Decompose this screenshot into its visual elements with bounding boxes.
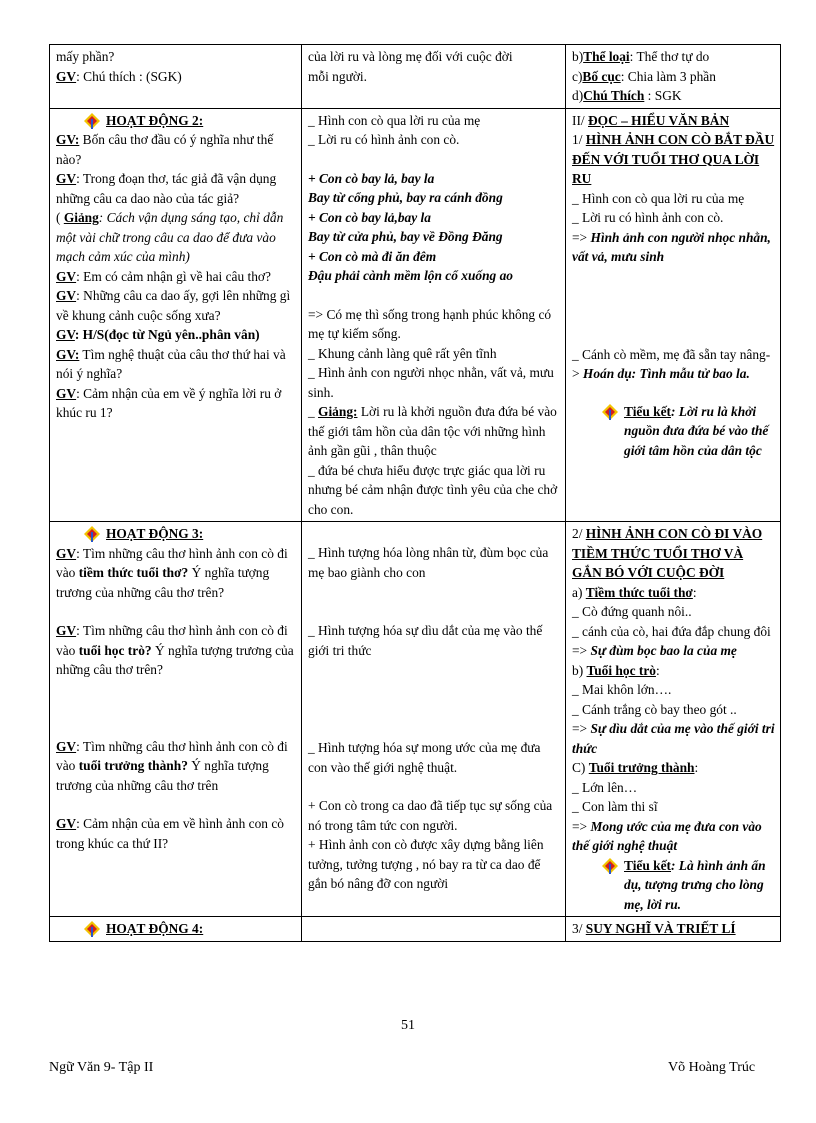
activity-heading: HOẠT ĐỘNG 3: [106,526,204,541]
table-row [50,45,781,109]
text-span: => [572,721,591,736]
teacher-column-cell [50,917,302,942]
text-span: : Em có cảm nhận gì về hai câu thơ? [76,268,271,284]
text-span: tuổi học trò? [78,642,152,658]
subsection-title: Tiềm thức tuổi thơ [585,584,693,600]
text-span: : Những câu ca dao ấy, gợi lên những gì về khung cảnh cuộc sống xưa? [56,288,291,323]
text-line: _ Khung cảnh làng quê rất yên tĩnh [308,345,497,361]
subsection-title: Tuổi trưởng thành [588,760,695,775]
giang-label: Giảng: [318,404,358,419]
text-span: II/ [572,112,588,128]
gv-label: GV [56,288,77,303]
text-line: + Con cò trong ca dao đã tiếp tục sự sống của nó trong tâm tức con người. [308,798,553,833]
gv-label: GV [56,816,77,831]
text-span: b) [572,662,587,678]
gv-label: GV [56,385,77,401]
gv-label: GV [56,171,77,186]
text-span: 1/ [572,132,586,147]
result-text: Hình ảnh con người nhọc nhằn, vất vả, mưu sinh [572,229,771,264]
text-line: _ cánh của cò, hai đứa đắp chung đôi [572,623,771,639]
text-span: : Cảm nhận của em về hình ảnh con cò trong khúc ca thứ II? [56,816,284,851]
summary-block [572,856,776,915]
text-span: : Tìm những câu thơ hình ảnh con cò đi vào [56,545,288,580]
pin-bullet-icon [602,404,618,420]
text-span: Tìm nghệ thuật của câu thơ thứ hai và nói ý nghĩa? [56,346,286,381]
result-text: Hoán dụ: Tình mẫu tử bao la. [582,366,750,381]
text-span: : Tìm những câu thơ hình ảnh con cò đi vào [56,738,288,773]
student-column-cell [302,917,566,942]
text-line: _ Lời ru có hình ảnh con cò. [308,132,460,147]
summary-label: Tiểu kết [624,403,671,419]
text-line: mấy phần? [56,49,115,64]
text-line: _ Hình tượng hóa sự dìu dắt của mẹ vào thế giới tri thức [308,623,543,658]
text-span: : Cảm nhận của em về ý nghĩa lời ru ở khúc ru 1? [56,385,282,420]
gv-label: GV [56,738,77,754]
text-line: + Hình ảnh con cò được xây dựng bằng liên tưởng, tưởng tượng , nó bay ra từ ca dao để gắn bó nâng đỡ con người [308,837,544,891]
text-span: ( [56,210,64,225]
section-title: HÌNH ẢNH CON CÒ ĐI VÀO TIỀM THỨC TUỔI THƠ VÀ GẮN BÓ VỚI CUỘC ĐỜI [572,526,763,580]
text-line: _ đứa bé chưa hiểu được trực giác qua lời ru nhưng bé cảm nhận được tình yêu của che chở cho con. [308,462,558,517]
text-span: d) [572,88,584,103]
gv-label: GV: [56,132,80,147]
text-span: a) [572,584,586,600]
result-text: Sự đùm bọc bao la của mẹ [590,643,737,658]
text-line: _ Hình con cò qua lời ru của mẹ [572,190,745,206]
summary-block [572,402,776,461]
table-row [50,108,781,522]
text-span: c) [572,68,583,84]
teacher-column-cell [50,522,302,917]
text-line: => Có mẹ thì sống trong hạnh phúc không có mẹ tự kiếm sống. [308,306,552,341]
text-span: => [572,818,591,834]
verse-line: Bay từ cổng phủ, bay ra cánh đồng [308,190,503,205]
text-line: _ Cánh trắng cò bay theo gót .. [572,701,737,717]
student-column-cell [302,45,566,109]
text-span: tuổi trưởng thành? [78,758,188,773]
text-line: mỗi người. [308,68,367,84]
table-row [50,917,781,942]
student-column-cell [302,522,566,917]
content-column-cell [566,917,781,942]
text-span: Ý nghĩa tượng trương của những câu thơ trên? [56,565,270,600]
text-span: => [572,229,591,245]
text-span: : SGK [644,88,682,103]
text-span: tiềm thức tuổi thơ? [78,565,189,580]
verse-line: + Con cò bay lả, bay la [308,170,435,186]
footer-right: Võ Hoàng Trúc [668,1060,756,1075]
term-label: Chú Thích [583,88,645,103]
subsection-title: HÌNH ẢNH CON CÒ BẮT ĐẦU ĐẾN VỚI TUỔI THƠ QUA LỜI RU [572,132,775,186]
text-span: _ Cánh cò mềm, mẹ đã sẵn tay nâng-> [572,346,771,381]
pin-bullet-icon [602,858,618,874]
content-column-cell [566,45,781,109]
gv-label: GV [56,327,75,342]
text-span: : Trong đoạn thơ, tác giả đã vận dụng những câu ca dao nào của tác giả? [56,171,277,206]
table-row [50,522,781,917]
section-title: SUY NGHĨ VÀ TRIẾT LÍ [585,921,736,936]
teacher-column-cell [50,45,302,109]
text-line: của lời ru và lòng mẹ đối với cuộc đời [308,49,513,64]
text-line: _ Cò đứng quanh nôi.. [572,604,692,619]
result-text: Sự dìu dắt của mẹ vào thế giới tri thức [572,721,775,756]
text-span: Bốn câu thơ đầu có ý nghĩa như thế nào? [56,132,274,167]
gv-label: GV [56,623,77,638]
text-span: : Thể thơ tự do [629,49,710,64]
giang-label: Giảng [63,210,99,225]
text-span: : Tìm những câu thơ hình ảnh con cò đi vào [56,623,288,658]
text-span: : Cách vận dụng sáng tạo, chỉ dẫn một vài chữ trong câu ca dao để đưa vào mạch cảm xúc của mình) [56,210,284,264]
footer-left: Ngữ Văn 9- Tập II [49,1060,154,1075]
text-span: 3/ [572,921,586,936]
text-span: 2/ [572,526,586,541]
text-line: _ Hình ảnh con người nhọc nhằn, vất vả, mưu sinh. [308,365,554,400]
text-line: _ Con làm thi sĩ [572,799,658,814]
text-span: b) [572,49,584,64]
pin-bullet-icon [84,113,100,129]
summary-text: : Là hình ảnh ẩn dụ, tượng trưng cho lòng mẹ, lời ru. [624,857,766,912]
text-line: _ Hình tượng hóa lòng nhân từ, đùm bọc của mẹ bao giành cho con [308,545,549,580]
text-line: _ Hình con cò qua lời ru của mẹ [308,112,481,128]
teacher-column-cell [50,108,302,522]
pin-bullet-icon [84,526,100,542]
lesson-table [49,44,781,942]
text-span: Ý nghĩa tượng trương của những câu thơ trên? [56,642,294,677]
gv-label: GV: [56,346,80,362]
content-column-cell [566,108,781,522]
activity-heading: HOẠT ĐỘNG 2: [106,112,204,128]
verse-line: Đậu phải cành mềm lộn cổ xuống ao [308,268,513,283]
text-span: => [572,643,591,658]
summary-label: Tiểu kết [624,857,671,873]
summary-text: : Lời ru là khởi nguồn đưa đứa bé vào thế giới tâm hồn của dân tộc [624,403,769,458]
verse-line: + Con cò mà đi ăn đêm [308,248,437,264]
text-span: Ý nghĩa tượng trương của những câu thơ trên [56,758,269,793]
text-span: : Chia làm 3 phần [620,68,716,84]
gv-label: GV [56,545,77,561]
text-span: : Chú thích : (SGK) [76,68,182,84]
text-line: _ Lớn lên… [572,779,638,795]
gv-label: GV [56,68,77,84]
verse-line: + Con cò bay lả,bay la [308,209,431,225]
page-number: 51 [401,1018,415,1033]
verse-line: Bay từ cửa phủ, bay về Đồng Đăng [308,229,503,244]
subsection-title: Tuổi học trò [586,662,656,678]
text-line: _ Lời ru có hình ảnh con cò. [572,210,724,225]
gv-label: GV [56,268,77,284]
section-title: ĐỌC – HIỂU VĂN BẢN [588,112,730,128]
student-column-cell: _ Hình con cò qua lời ru của mẹ _ Lời ru có hình ảnh con cò. + Con cò bay lả, bay la Bay từ cổng phủ, bay ra cánh đồng + Con cò bay lả,bay la Bay từ cửa phủ, bay về Đồng Đăng + Con cò mà đi ăn đêm Đậu phải cành mềm lộn cổ xuống ao => Có mẹ thì sống trong hạnh phúc không có mẹ tự kiếm sống. _ Khung cảnh làng quê rất yên tĩnh _ Hình ảnh con người nhọc nhằn, vất vả, mưu sinh. _ Giảng: Lời ru là khởi nguồn đưa đứa bé vào thế giới tâm hồn của dân tộc với những hình ảnh gần gũi , thân thuộc _ đứa bé chưa hiểu được trực giác qua lời ru nhưng bé cảm nhận được tình yêu của che chở cho con. [302,108,566,522]
text-line: _ Hình tượng hóa sự mong ước của mẹ đưa con vào thế giới nghệ thuật. [308,740,541,775]
pin-bullet-icon [84,921,100,937]
text-span: Lời ru là khởi nguồn đưa đứa bé vào thế giới tâm hồn của dân tộc với những hình ảnh gần gũi , thân thuộc [308,404,557,458]
activity-heading: HOẠT ĐỘNG 4: [106,921,204,936]
content-column-cell: 2/ HÌNH ẢNH CON CÒ ĐI VÀO TIỀM THỨC TUỔI THƠ VÀ GẮN BÓ VỚI CUỘC ĐỜI a) Tiềm thức tuổi thơ: _ Cò đứng quanh nôi.. _ cánh của cò, hai đứa đắp chung đôi => Sự đùm bọc bao la của mẹ b) Tuổi học trò: _ Mai khôn lớn…. _ Cánh trắng cò bay theo gót .. => Sự dìu dắt của mẹ vào thế giới tri thức C) Tuổi trưởng thành: _ Lớn lên… _ Con làm thi sĩ => Mong ước của mẹ đưa con vào thế giới nghệ thuật Tiểu kết: Là hình ảnh ẩn dụ, tượng trưng cho lòng mẹ, lời ru. [566,522,781,917]
text-span: : H/S(đọc từ Ngủ yên..phân vân) [74,327,260,342]
term-label: Bố cục [582,68,621,84]
term-label: Thể loại [583,49,630,64]
text-span: C) [572,760,589,775]
result-text: Mong ước của mẹ đưa con vào thế giới nghệ thuật [572,818,762,853]
text-line: _ Mai khôn lớn…. [572,682,672,697]
